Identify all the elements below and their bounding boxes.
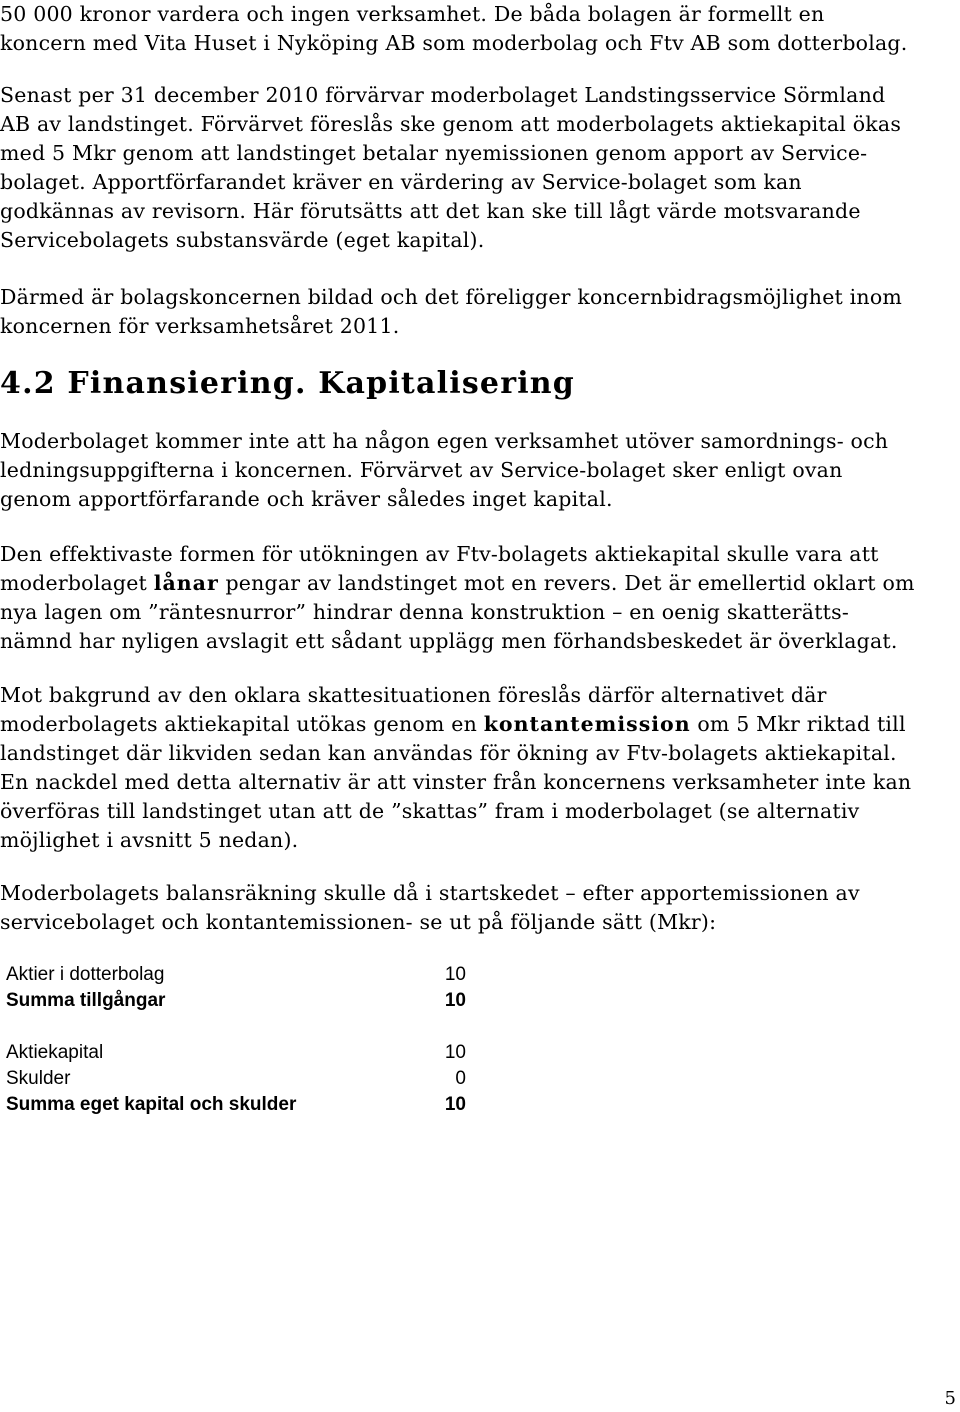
text-line: nämnd har nyligen avslagit ett sådant upplägg men förhandsbeskedet är överklagat.: [0, 629, 898, 653]
text-line: landstinget där likviden sedan kan användas för ökning av Ftv-bolagets aktiekapital.: [0, 741, 897, 765]
text-line: En nackdel med detta alternativ är att vinster från koncernens verksamheter inte kan: [0, 770, 912, 794]
text-line: möjlighet i avsnitt 5 nedan).: [0, 828, 299, 852]
emphasis-text: kontantemission: [483, 712, 691, 736]
table-row-total: [6, 990, 466, 1016]
paragraph-group-formed: [0, 283, 958, 341]
paragraph-cash-issue: [0, 681, 958, 855]
text-line: nya lagen om ”räntesnurror” hindrar denna konstruktion – en oenig skatterätts-: [0, 600, 849, 624]
row-value: 10: [444, 964, 466, 985]
text-line: Senast per 31 december 2010 förvärvar moderbolaget Landstingsservice Sörmland: [0, 83, 886, 107]
table-row: [6, 1042, 466, 1068]
row-value: 10: [444, 990, 466, 1011]
table-row: [6, 1068, 466, 1094]
text-line: moderbolaget lånar pengar av landstinget mot en revers. Det är emellertid oklart om: [0, 571, 915, 595]
text-line: AB av landstinget. Förvärvet föreslås ske genom att moderbolagets aktiekapital ökas: [0, 112, 902, 136]
paragraph-balance-intro: [0, 879, 958, 937]
row-label: Summa tillgångar: [6, 990, 166, 1011]
row-label: Summa eget kapital och skulder: [6, 1094, 297, 1115]
row-value: 10: [444, 1094, 466, 1115]
text-line: med 5 Mkr genom att landstinget betalar nyemissionen genom apport av Service-: [0, 141, 868, 165]
text-line: överföras till landstinget utan att de ”skattas” fram i moderbolaget (se alternativ: [0, 799, 860, 823]
row-label: Skulder: [6, 1068, 71, 1089]
section-heading: 4.2 Finansiering. Kapitalisering: [0, 366, 575, 401]
text-line: koncern med Vita Huset i Nyköping AB som moderbolag och Ftv AB som dotterbolag.: [0, 31, 908, 55]
text-line: Moderbolagets balansräkning skulle då i startskedet – efter apportemissionen av: [0, 881, 860, 905]
balance-table-assets: [6, 964, 466, 1016]
text-line: Moderbolaget kommer inte att ha någon egen verksamhet utöver samordnings- och: [0, 429, 889, 453]
emphasis-text: lånar: [153, 571, 219, 595]
row-label: Aktiekapital: [6, 1042, 104, 1063]
text-line: 50 000 kronor vardera och ingen verksamhet. De båda bolagen är formellt en: [0, 2, 825, 26]
row-value: 10: [444, 1042, 466, 1063]
text-line: moderbolagets aktiekapital utökas genom en kontantemission om 5 Mkr riktad till: [0, 712, 906, 736]
text-line: servicebolaget och kontantemissionen- se ut på följande sätt (Mkr):: [0, 910, 717, 934]
text-line: bolaget. Apportförfarandet kräver en värdering av Service-bolaget som kan: [0, 170, 802, 194]
text-line: genom apportförfarande och kräver således inget kapital.: [0, 487, 613, 511]
row-label: Aktier i dotterbolag: [6, 964, 165, 985]
paragraph-acquisition: [0, 81, 958, 255]
text-line: koncernen för verksamhetsåret 2011.: [0, 314, 400, 338]
text-line: Därmed är bolagskoncernen bildad och det föreligger koncernbidragsmöjlighet inom: [0, 285, 903, 309]
text-line: godkännas av revisorn. Här förutsätts att det kan ske till lågt värde motsvarande: [0, 199, 861, 223]
paragraph-loan-option: [0, 540, 958, 656]
balance-table-liabilities: [6, 1042, 466, 1120]
paragraph-intro: [0, 0, 958, 58]
page-number: 5: [944, 1388, 956, 1409]
text-line: Servicebolagets substansvärde (eget kapital).: [0, 228, 485, 252]
text-line: ledningsuppgifterna i koncernen. Förvärvet av Service-bolaget sker enligt ovan: [0, 458, 843, 482]
table-row-total: [6, 1094, 466, 1120]
text-line: Mot bakgrund av den oklara skattesituationen föreslås därför alternativet där: [0, 683, 827, 707]
table-row: [6, 964, 466, 990]
row-value: 0: [455, 1068, 466, 1089]
text-line: Den effektivaste formen för utökningen av Ftv-bolagets aktiekapital skulle vara att: [0, 542, 879, 566]
paragraph-parent-role: [0, 427, 958, 514]
